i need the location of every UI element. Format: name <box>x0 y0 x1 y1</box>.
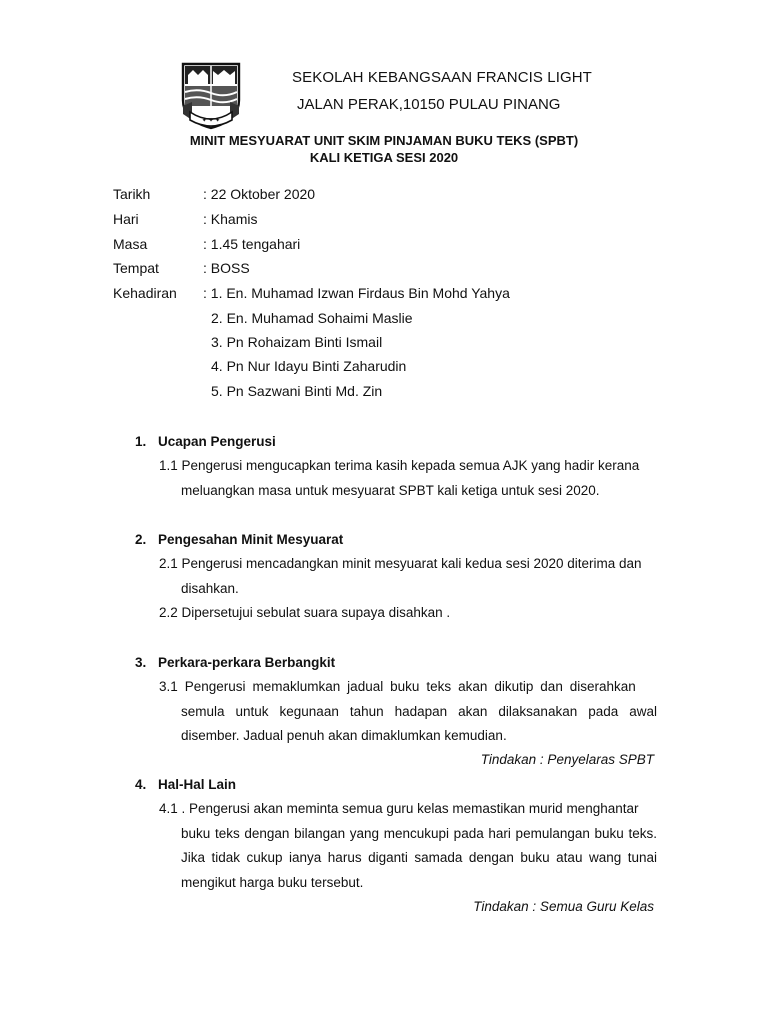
attendee-item: : 1. En. Muhamad Izwan Firdaus Bin Mohd Yahya <box>203 285 510 301</box>
tempat-value: : BOSS <box>203 260 250 276</box>
minute-item <box>159 675 657 749</box>
action-note: Tindakan : Semua Guru Kelas <box>473 899 654 914</box>
attendee-item: 4. Pn Nur Idayu Binti Zaharudin <box>211 358 407 374</box>
attendee-item: 5. Pn Sazwani Binti Md. Zin <box>211 383 383 399</box>
minute-item <box>159 601 657 626</box>
tempat-label: Tempat <box>113 260 159 276</box>
section-number: 4. <box>135 777 147 792</box>
minute-item <box>159 552 657 601</box>
hari-value: : Khamis <box>203 211 258 227</box>
minute-item <box>159 454 657 503</box>
hari-label: Hari <box>113 211 139 227</box>
minute-item-first-line: 3.1 Pengerusi memaklumkan jadual buku teks akan dikutip dan diserahkan <box>159 679 636 694</box>
kehadiran-label: Kehadiran <box>113 285 177 301</box>
school-crest-icon <box>180 62 242 130</box>
section-number: 1. <box>135 434 147 449</box>
school-address: JALAN PERAK,10150 PULAU PINANG <box>297 96 561 113</box>
document-title: MINIT MESYUARAT UNIT SKIM PINJAMAN BUKU TEKS (SPBT) <box>189 133 579 148</box>
svg-text:✦ ✦ ✦: ✦ ✦ ✦ <box>201 118 221 124</box>
section-title: Hal-Hal Lain <box>158 777 237 792</box>
minute-item-first-line: 1.1 Pengerusi mengucapkan terima kasih kepada semua AJK yang hadir kerana <box>159 458 640 473</box>
section-number: 2. <box>135 532 147 547</box>
masa-label: Masa <box>113 236 148 252</box>
tarikh-value: : 22 Oktober 2020 <box>203 186 316 202</box>
section-title: Ucapan Pengerusi <box>158 434 276 449</box>
document-subtitle: KALI KETIGA SESI 2020 <box>309 150 459 165</box>
minute-item-continuation: semula untuk kegunaan tahun hadapan akan dilaksanakan pada awal disember. Jadual penuh akan dimaklumkan kemudian. <box>181 703 657 743</box>
attendee-item: 2. En. Muhamad Sohaimi Maslie <box>211 310 413 326</box>
section-title: Perkara-perkara Berbangkit <box>158 655 336 670</box>
minute-item-first-line: 2.1 Pengerusi mencadangkan minit mesyuarat kali kedua sesi 2020 diterima dan <box>159 556 642 571</box>
minute-item <box>159 797 657 895</box>
school-name: SEKOLAH KEBANGSAAN FRANCIS LIGHT <box>292 69 592 86</box>
minute-item-continuation: meluangkan masa untuk mesyuarat SPBT kali ketiga untuk sesi 2020. <box>181 482 600 498</box>
section-number: 3. <box>135 655 147 670</box>
attendee-item: 3. Pn Rohaizam Binti Ismail <box>211 334 383 350</box>
minute-item-continuation: disahkan. <box>181 580 239 596</box>
minute-item-continuation: buku teks dengan bilangan yang mencukupi pada hari pemulangan buku teks. Jika tidak cukup ianya harus diganti samada dengan buku atau wang tunai mengikut harga buku tersebut. <box>181 825 657 890</box>
minute-item-first-line: 2.2 Dipersetujui sebulat suara supaya disahkan . <box>159 605 451 620</box>
action-note: Tindakan : Penyelaras SPBT <box>480 752 654 767</box>
section-title: Pengesahan Minit Mesyuarat <box>158 532 344 547</box>
tarikh-label: Tarikh <box>113 186 151 202</box>
minute-item-first-line: 4.1 . Pengerusi akan meminta semua guru kelas memastikan murid menghantar <box>159 801 639 816</box>
masa-value: : 1.45 tengahari <box>203 236 301 252</box>
